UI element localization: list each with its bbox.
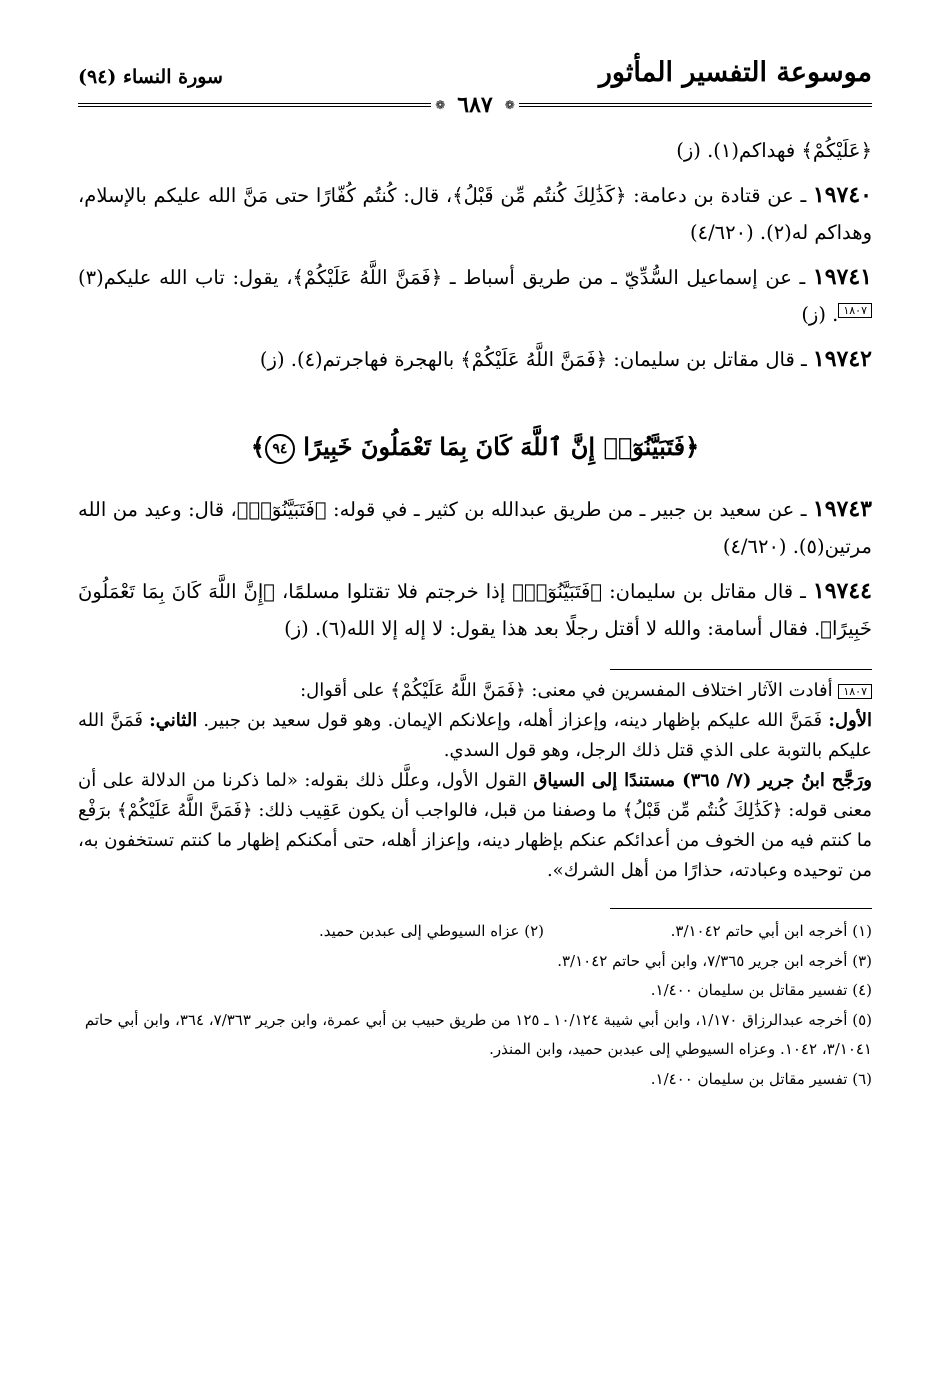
note-reference-box[interactable]: ١٨٠٧ <box>838 303 872 318</box>
note-preference <box>78 766 872 886</box>
book-title: موسوعة التفسير المأثور <box>598 57 872 88</box>
narration-number: ١٩٧٤٣ <box>812 496 872 522</box>
footnote-4: (٤) تفسير مقاتل بن سليمان ١/٤٠٠. <box>650 981 872 999</box>
footnote-separator <box>610 908 872 909</box>
narration-text: ـ قال مقاتل بن سليمان: ﴿فَمَنَّ اللَّهُ عَلَيْكُمْ﴾ بالهجرة فهاجرتم(٤). (ز) <box>259 348 807 371</box>
first-label: الأول: <box>828 710 872 731</box>
footnotes <box>78 917 872 1094</box>
note-first-opinion <box>78 706 872 766</box>
narration-text: ـ عن سعيد بن جبير ـ من طريق عبدالله بن كثير ـ في قوله: ﴿فَتَبَيَّنُوٓا۟﴾، قال: وعيد من الله مرتين(٥). (٤/٦٢٠) <box>78 498 872 558</box>
narration-text: ـ عن إسماعيل السُّدِّيّ ـ من طريق أسباط ـ ﴿فَمَنَّ اللَّهُ عَلَيْكُمْ﴾، يقول: تاب الله عليكم(٣) <box>78 266 806 289</box>
note-separator <box>610 669 872 670</box>
second-opinion-text: فَمَنَّ الله عليكم بالتوبة على الذي قتل ذلك الرجل، وهو قول السدي. <box>78 710 872 761</box>
footnote-6: (٦) تفسير مقاتل بن سليمان ١/٤٠٠. <box>650 1069 872 1088</box>
narration-number: ١٩٧٤١ <box>812 264 872 290</box>
narration-19743 <box>78 491 872 565</box>
narration-text: ـ عن قتادة بن دعامة: ﴿كَذَٰلِكَ كُنتُم مِّن قَبْلُ﴾، قال: كُنتُم كُفّارًا حتى مَنَّ الله عليكم بالإسلام، وهداكم له(٢). (٤/٦٢٠) <box>78 184 872 244</box>
footnote-row <box>78 917 872 947</box>
narration-number: ١٩٧٤٤ <box>812 578 872 604</box>
header-rule <box>78 92 872 118</box>
header-rule-right <box>519 103 872 107</box>
commentary-note <box>78 676 872 886</box>
first-opinion-text: فَمَنَّ الله عليكم بإظهار دينه، وإعزاز أهله، وإعلانكم الإيمان. وهو قول سعيد بن جبير. <box>203 710 823 731</box>
ornament-icon: ❁ <box>435 98 446 112</box>
narration-text: ـ قال مقاتل بن سليمان: ﴿فَتَبَيَّنُوٓا۟﴾ إذا خرجتم فلا تقتلوا مسلمًا، ﴿إِنَّ اللَّهَ كَانَ بِمَا تَعْمَلُونَ خَبِيرًا﴾. فقال أسامة: والله لا أقتل رجلًا بعد هذا يقول: لا إله إلا الله(٦). (ز) <box>78 580 872 640</box>
footnote-3: (٣) أخرجه ابن جرير ٧/٣٦٥، وابن أبي حاتم ٣/١٠٤٢. <box>557 951 872 970</box>
ayah-heading <box>78 428 872 465</box>
paragraph <box>78 132 872 169</box>
preference-text: القول الأول، وعلَّل ذلك بقوله: «لما ذكرنا من الدلالة على أن معنى قوله: ﴿كَذَٰلِكَ كُنتُم مِّن قَبْلُ﴾ ما وصفنا من قبل، فالواجب أن يكون عَقِيب ذلك: ﴿فَمَنَّ اللَّهُ عَلَيْكُمْ﴾ برَفْع ما كنتم فيه من الخوف من أعدائكم عنكم بإظهار دينه، وإعزاز أهله، حتى أمكنكم إظهار ما كنتم تستخفون به، من توحيده وعبادته، حذارًا من أهل الشرك». <box>78 770 872 881</box>
paragraph-text: ﴿عَلَيْكُمْ﴾ فهداكم(١). (ز) <box>676 139 872 162</box>
footnote-2: (٢) عزاه السيوطي إلى عبدبن حميد. <box>319 922 544 940</box>
narration-text-end: . (ز) <box>801 303 839 326</box>
narration-19742 <box>78 341 872 378</box>
ayah-number-icon: ٩٤ <box>265 434 295 464</box>
ayah-text: ﴿فَتَبَيَّنُوٓا۟ إِنَّ ٱللَّهَ كَانَ بِمَا تَعْمَلُونَ خَبِيرًا <box>303 432 700 461</box>
page-number: ٦٨٧ <box>457 92 493 118</box>
note-intro-text: أفادت الآثار اختلاف المفسرين في معنى: ﴿فَمَنَّ اللَّهُ عَلَيْكُمْ﴾ على أقوال: <box>300 680 833 701</box>
main-text <box>78 132 872 647</box>
surah-label: سورة النساء (٩٤) <box>78 66 223 88</box>
ayah-close: ﴾ <box>250 432 265 461</box>
note-intro <box>78 676 872 706</box>
narration-number: ١٩٧٤٠ <box>812 182 872 208</box>
note-number-box: ١٨٠٧ <box>838 684 872 699</box>
page-header <box>78 48 872 88</box>
narration-19740 <box>78 177 872 251</box>
ornament-icon: ❁ <box>504 98 515 112</box>
footnote-1: (١) أخرجه ابن أبي حاتم ٣/١٠٤٢. <box>670 922 872 940</box>
second-label: الثاني: <box>149 710 198 731</box>
narration-19744 <box>78 573 872 647</box>
header-rule-left <box>78 103 431 107</box>
footnote-5: (٥) أخرجه عبدالرزاق ١/١٧٠، وابن أبي شيبة ١٠/١٢٤ ـ ١٢٥ من طريق حبيب بن أبي عمرة، وابن جرير ٧/٣٦٣، ٣٦٤، وابن أبي حاتم ٣/١٠٤١، ١٠٤٢. وعزاه السيوطي إلى عبدبن حميد، وابن المنذر. <box>84 1010 872 1058</box>
narration-number: ١٩٧٤٢ <box>812 346 872 372</box>
preference-lead: ورَجَّح ابنُ جرير (٧/ ٣٦٥) مستندًا إلى السياق <box>533 770 872 791</box>
narration-19741 <box>78 259 872 333</box>
